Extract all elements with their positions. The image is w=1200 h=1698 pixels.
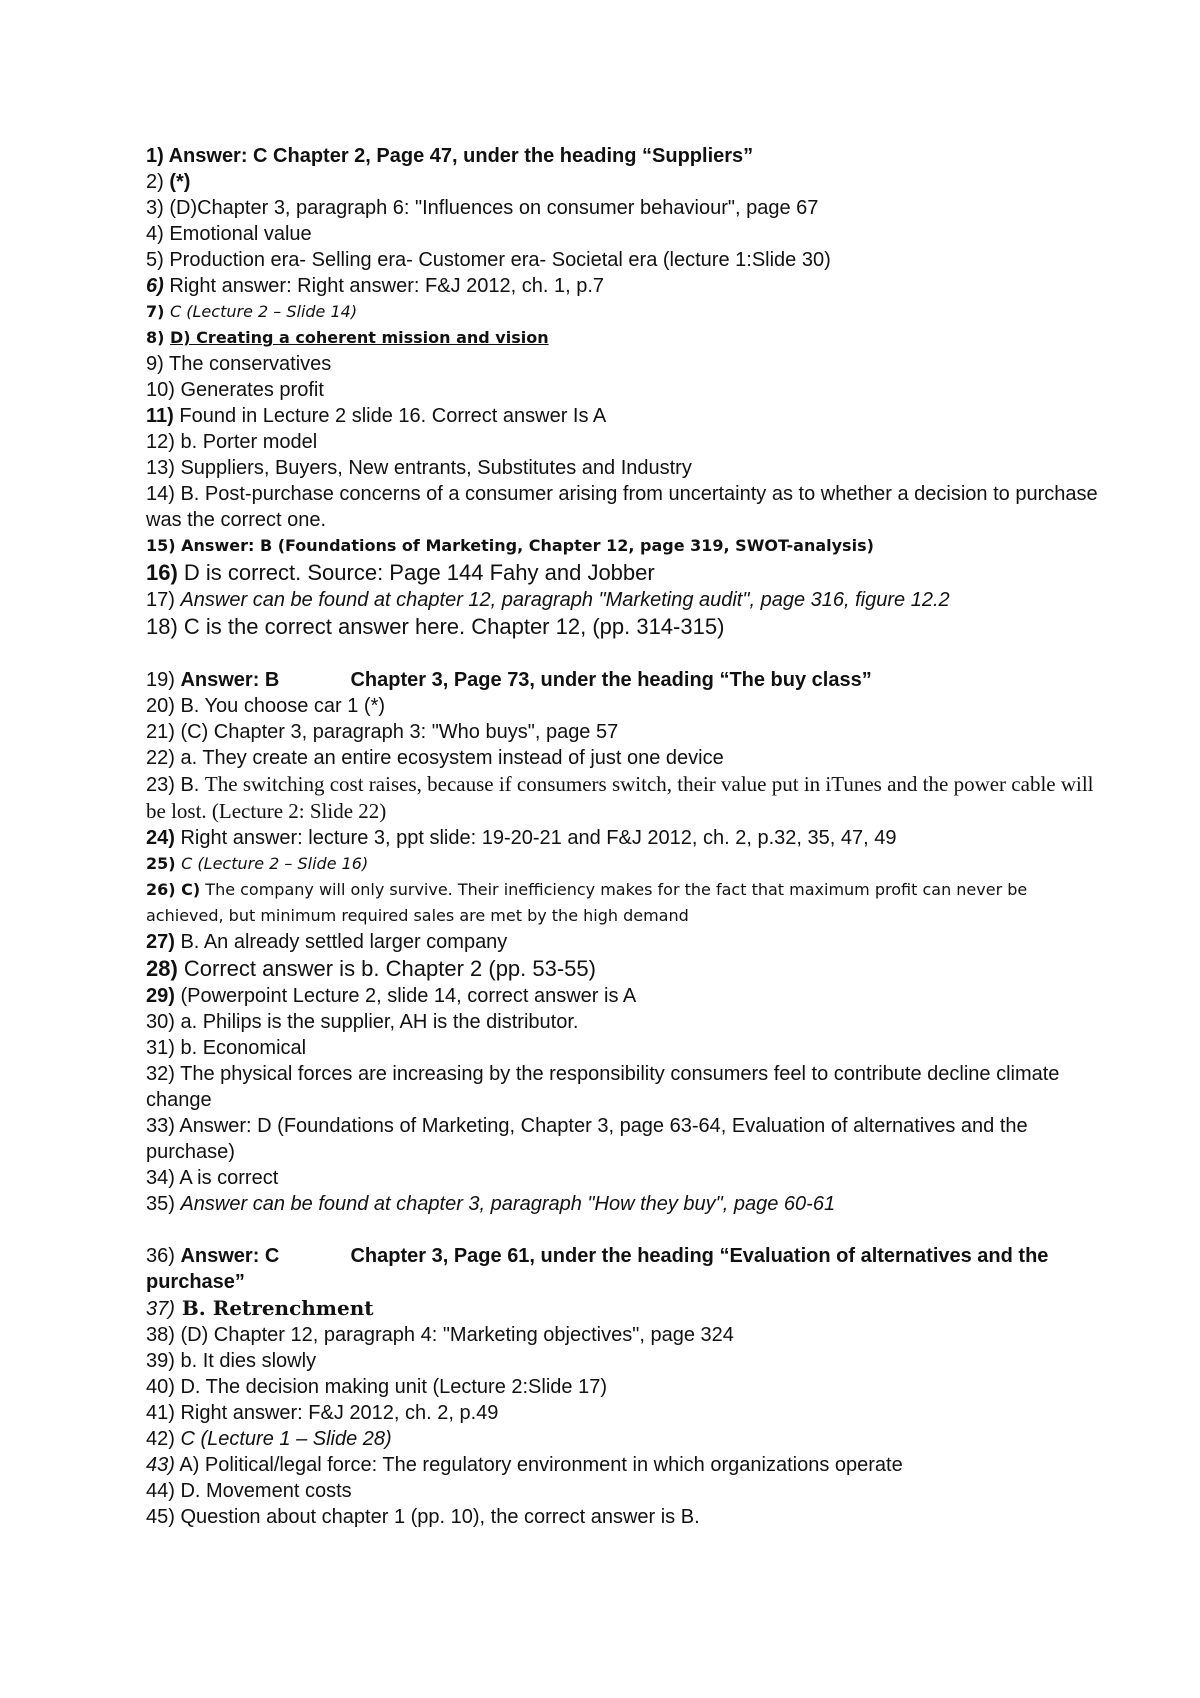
answer-30	[146, 1009, 1106, 1035]
answer-36-text: Chapter 3, Page 61, under the heading “Evaluation of alternatives and the purchase”	[146, 1245, 1049, 1293]
answer-7-number: 7)	[146, 302, 171, 321]
answer-41	[146, 1400, 1106, 1426]
answer-1	[146, 143, 1106, 169]
answer-41-text: 41) Right answer: F&J 2012, ch. 2, p.49	[146, 1402, 499, 1424]
answer-7	[146, 299, 1106, 325]
answer-4	[146, 221, 1106, 247]
answer-35-number: 35)	[146, 1193, 181, 1215]
answer-32-text: 32) The physical forces are increasing by the responsibility consumers feel to contribute decline climate change	[146, 1063, 1060, 1111]
answer-15-text: 15) Answer: B (Foundations of Marketing, Chapter 12, page 319, SWOT-analysis)	[146, 536, 874, 555]
answer-list	[146, 143, 1106, 1530]
answer-36-number: 36)	[146, 1245, 181, 1267]
answer-24	[146, 825, 1106, 851]
answer-8	[146, 325, 1106, 351]
answer-44	[146, 1478, 1106, 1504]
answer-4-text: 4) Emotional value	[146, 223, 312, 245]
answer-43-text: A) Political/legal force: The regulatory environment in which organizations operate	[174, 1454, 903, 1476]
answer-29-text: (Powerpoint Lecture 2, slide 14, correct answer is A	[174, 985, 637, 1007]
answer-45	[146, 1504, 1106, 1530]
answer-25-text: C (Lecture 2 – Slide 16)	[181, 854, 369, 873]
answer-43-number: 43)	[146, 1454, 175, 1476]
answer-36-label: Answer: C	[180, 1245, 280, 1267]
answer-26-text: The company will only survive. Their inefficiency makes for the fact that maximum profit can never be achieved, but minimum required sales are met by the high demand	[146, 880, 1028, 925]
answer-16-number: 16)	[146, 560, 178, 585]
answer-9-text: 9) The conservatives	[146, 353, 332, 375]
answer-6-text: Right answer: Right answer: F&J 2012, ch. 1, p.7	[163, 275, 605, 297]
answer-9	[146, 351, 1106, 377]
answer-36	[146, 1243, 1106, 1295]
answer-42	[146, 1426, 1106, 1452]
answer-38-text: 38) (D) Chapter 12, paragraph 4: "Marketing objectives", page 324	[146, 1324, 734, 1346]
answer-5	[146, 247, 1106, 273]
answer-37-text: B. Retrenchment	[174, 1296, 374, 1320]
answer-30-text: 30) a. Philips is the supplier, AH is the distributor.	[146, 1011, 579, 1033]
answer-34-text: 34) A is correct	[146, 1167, 279, 1189]
answer-11-number: 11)	[146, 405, 174, 427]
answer-27-number: 27)	[146, 931, 175, 953]
answer-20	[146, 693, 1106, 719]
answer-31-text: 31) b. Economical	[146, 1037, 307, 1059]
answer-19-number: 19)	[146, 669, 181, 691]
answer-1-text: 1) Answer: C Chapter 2, Page 47, under the heading “Suppliers”	[146, 145, 754, 167]
answer-28	[146, 955, 1106, 983]
answer-20-text: 20) B. You choose car 1 (*)	[146, 695, 386, 717]
answer-28-text: Correct answer is b. Chapter 2 (pp. 53-55)	[177, 956, 596, 981]
answer-35	[146, 1191, 1106, 1217]
answer-6	[146, 273, 1106, 299]
answer-19	[146, 667, 1106, 693]
answer-25	[146, 851, 1106, 877]
answer-7-text: C (Lecture 2 – Slide 14)	[170, 302, 358, 321]
answer-43	[146, 1452, 1106, 1478]
answer-22	[146, 745, 1106, 771]
answer-24-number: 24)	[146, 827, 175, 849]
answer-29-number: 29)	[146, 985, 175, 1007]
answer-17-text: Answer can be found at chapter 12, paragraph "Marketing audit", page 316, figure 12.2	[180, 589, 950, 611]
answer-40	[146, 1374, 1106, 1400]
answer-15	[146, 533, 1106, 559]
answer-10	[146, 377, 1106, 403]
answer-44-text: 44) D. Movement costs	[146, 1480, 352, 1502]
paragraph-spacer	[146, 641, 1106, 667]
answer-13-text: 13) Suppliers, Buyers, New entrants, Substitutes and Industry	[146, 457, 692, 479]
answer-39-text: 39) b. It dies slowly	[146, 1350, 317, 1372]
answer-39	[146, 1348, 1106, 1374]
answer-33-text: 33) Answer: D (Foundations of Marketing, Chapter 3, page 63-64, Evaluation of alternatives and the purchase)	[146, 1115, 1028, 1163]
answer-23-text: The switching cost raises, because if consumers switch, their value put in iTunes and the power cable will be lost. (Lecture 2: Slide 22)	[146, 772, 1094, 823]
answer-11	[146, 403, 1106, 429]
answer-31	[146, 1035, 1106, 1061]
answer-10-text: 10) Generates profit	[146, 379, 324, 401]
answer-2-number: 2)	[146, 171, 170, 193]
answer-14	[146, 481, 1106, 533]
answer-11-text: Found in Lecture 2 slide 16. Correct answer Is A	[173, 405, 607, 427]
answer-45-text: 45) Question about chapter 1 (pp. 10), the correct answer is B.	[146, 1506, 700, 1528]
answer-23-number: 23) B.	[146, 774, 205, 796]
answer-33	[146, 1113, 1106, 1165]
answer-5-text: 5) Production era- Selling era- Customer era- Societal era (lecture 1:Slide 30)	[146, 249, 831, 271]
answer-27-text: B. An already settled larger company	[174, 931, 508, 953]
answer-18	[146, 613, 1106, 641]
answer-25-number: 25)	[146, 854, 182, 873]
answer-37-number: 37)	[146, 1298, 175, 1320]
answer-12	[146, 429, 1106, 455]
answer-16-text: D is correct. Source: Page 144 Fahy and Jobber	[177, 560, 655, 585]
answer-2-text: (*)	[169, 171, 191, 193]
answer-26	[146, 877, 1106, 929]
answer-35-text: Answer can be found at chapter 3, paragraph "How they buy", page 60-61	[180, 1193, 836, 1215]
answer-17-number: 17)	[146, 589, 181, 611]
answer-21	[146, 719, 1106, 745]
answer-17	[146, 587, 1106, 613]
answer-38	[146, 1322, 1106, 1348]
answer-8-text: D) Creating a coherent mission and vision	[170, 328, 549, 347]
answer-6-number: 6)	[146, 275, 164, 297]
answer-2	[146, 169, 1106, 195]
answer-37	[146, 1295, 1106, 1322]
answer-3	[146, 195, 1106, 221]
answer-3-text: 3) (D)Chapter 3, paragraph 6: "Influences on consumer behaviour", page 67	[146, 197, 819, 219]
answer-21-text: 21) (C) Chapter 3, paragraph 3: "Who buys", page 57	[146, 721, 619, 743]
answer-18-text: 18) C is the correct answer here. Chapter 12, (pp. 314-315)	[146, 614, 725, 639]
answer-16	[146, 559, 1106, 587]
answer-24-text: Right answer: lecture 3, ppt slide: 19-20-21 and F&J 2012, ch. 2, p.32, 35, 47, 49	[174, 827, 897, 849]
answer-27	[146, 929, 1106, 955]
answer-19-label: Answer: B	[180, 669, 280, 691]
answer-28-number: 28)	[146, 956, 178, 981]
answer-8-number: 8)	[146, 328, 171, 347]
answer-26-number: 26) C)	[146, 880, 201, 899]
paragraph-spacer	[146, 1217, 1106, 1243]
answer-13	[146, 455, 1106, 481]
answer-42-number: 42)	[146, 1428, 181, 1450]
answer-42-text: C (Lecture 1 – Slide 28)	[180, 1428, 392, 1450]
answer-40-text: 40) D. The decision making unit (Lecture 2:Slide 17)	[146, 1376, 607, 1398]
answer-32	[146, 1061, 1106, 1113]
answer-29	[146, 983, 1106, 1009]
answer-12-text: 12) b. Porter model	[146, 431, 318, 453]
answer-34	[146, 1165, 1106, 1191]
answer-22-text: 22) a. They create an entire ecosystem instead of just one device	[146, 747, 724, 769]
answer-19-text: Chapter 3, Page 73, under the heading “The buy class”	[350, 669, 872, 691]
answer-14-text: 14) B. Post-purchase concerns of a consumer arising from uncertainty as to whether a decision to purchase was the correct one.	[146, 483, 1098, 531]
answer-23	[146, 771, 1106, 825]
